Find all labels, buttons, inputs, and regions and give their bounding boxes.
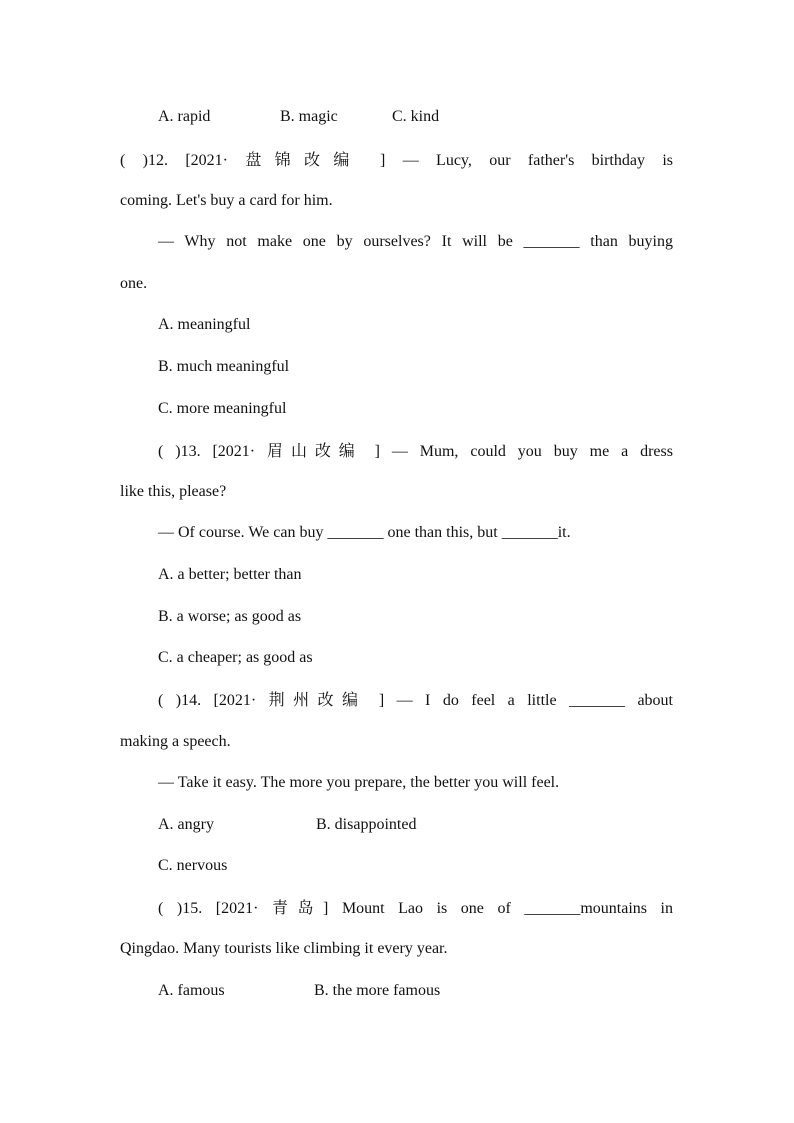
q12-reply-line1: — Why not make one by ourselves? It will be _______ than buying — [158, 233, 673, 250]
q13-option-a: A. a better; better than — [158, 566, 302, 583]
q15-stem-line1: ( )15. [2021· 青岛] Mount Lao is one of _______mountains in — [158, 900, 673, 917]
q14-stem-line1: ( )14. [2021· 荆州改编 ] — I do feel a little _______ about — [158, 692, 673, 709]
q11-option-b: B. magic — [280, 108, 338, 125]
q11-options-row — [158, 107, 439, 127]
q14-stem-line2: making a speech. — [120, 733, 231, 750]
q14-reply: — Take it easy. The more you prepare, the better you will feel. — [158, 774, 560, 791]
q14-option-b: B. disappointed — [316, 816, 417, 833]
q14-option-a: A. angry — [158, 816, 214, 833]
q14-options-ab-row — [158, 815, 416, 835]
q12-option-a: A. meaningful — [158, 316, 251, 333]
q11-option-c: C. kind — [392, 108, 440, 125]
q12-option-b: B. much meaningful — [158, 358, 290, 375]
q11-option-a: A. rapid — [158, 108, 211, 125]
q12-stem-line1: ( )12. [2021· 盘锦改编 ] — Lucy, our father's birthday is — [120, 152, 673, 169]
q13-option-b: B. a worse; as good as — [158, 608, 302, 625]
q13-option-c: C. a cheaper; as good as — [158, 649, 313, 666]
q13-stem-line1: ( )13. [2021· 眉山改编 ] — Mum, could you buy me a dress — [158, 443, 673, 460]
q12-option-c: C. more meaningful — [158, 400, 287, 417]
q15-option-a: A. famous — [158, 982, 225, 999]
q13-reply: — Of course. We can buy _______ one than this, but _______it. — [158, 524, 571, 541]
q15-option-b: B. the more famous — [314, 982, 441, 999]
q13-stem-line2: like this, please? — [120, 483, 227, 500]
q12-reply-line2: one. — [120, 275, 148, 292]
q15-options-row — [158, 981, 440, 1001]
q15-stem-line2: Qingdao. Many tourists like climbing it every year. — [120, 940, 448, 957]
q12-stem-line2: coming. Let's buy a card for him. — [120, 192, 333, 209]
q14-option-c: C. nervous — [158, 857, 228, 874]
